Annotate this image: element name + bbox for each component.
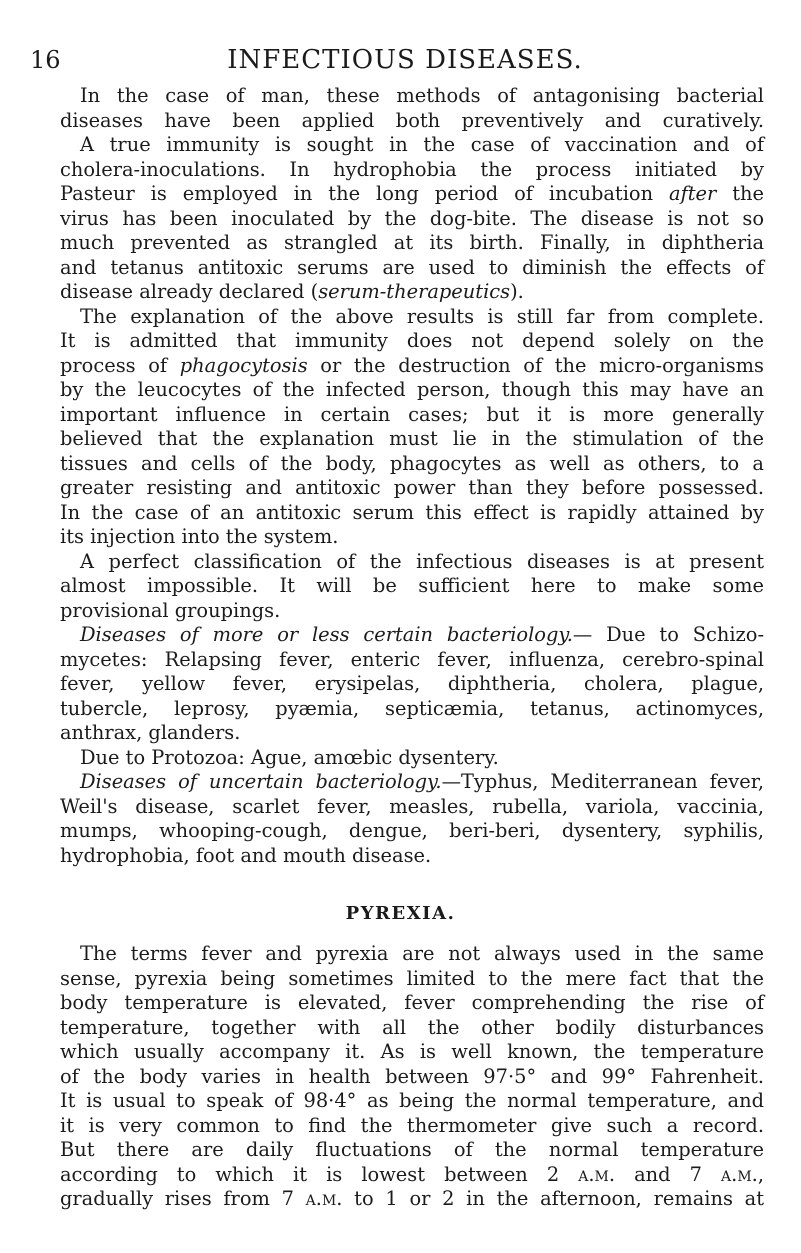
page-number: 16 bbox=[30, 46, 61, 74]
text-line: A perfect classification of the infectious diseases is at present bbox=[80, 549, 764, 573]
text-line: The explanation of the above results is still far from complete. bbox=[80, 304, 764, 328]
text-line: Pasteur is employed in the long period of incubation after the bbox=[60, 182, 764, 205]
text-line: In the case of man, these methods of antagonising bacterial bbox=[80, 84, 764, 107]
text-line: its injection into the system. bbox=[60, 525, 339, 548]
text-line: almost impossible. It will be sufficient here to make some bbox=[60, 574, 764, 597]
text-line: Diseases of uncertain bacteriology.—Typhus, Mediterranean fever, bbox=[80, 770, 765, 793]
text-line: It is admitted that immunity does not depend solely on the bbox=[60, 329, 764, 352]
body-text-part1 bbox=[60, 84, 764, 868]
text-line: which usually accompany it. As is well known, the temperature bbox=[60, 1040, 764, 1063]
text-line: mycetes: Relapsing fever, enteric fever, influenza, cerebro-spinal bbox=[60, 647, 764, 671]
body-text-part2 bbox=[60, 942, 764, 1212]
text-line: body temperature is elevated, fever comprehending the rise of bbox=[60, 991, 764, 1014]
text-line: fever, yellow fever, erysipelas, diphtheria, cholera, plague, bbox=[60, 672, 764, 695]
text-line: believed that the explanation must lie in the stimulation of the bbox=[60, 427, 764, 450]
text-line: tubercle, leprosy, pyæmia, septicæmia, tetanus, actinomyces, bbox=[60, 696, 764, 720]
text-line: and tetanus antitoxic serums are used to diminish the effects of bbox=[60, 255, 764, 279]
text-line: it is very common to find the thermometer give such a record. bbox=[60, 1113, 764, 1137]
text-line: process of phagocytosis or the destruction of the micro-organisms bbox=[60, 353, 764, 377]
text-line: temperature, together with all the other bodily disturbances bbox=[60, 1015, 764, 1039]
page-header bbox=[30, 44, 780, 76]
text-line: anthrax, glanders. bbox=[60, 721, 241, 744]
text-line: sense, pyrexia being sometimes limited to the mere fact that the bbox=[60, 966, 764, 990]
text-line: according to which it is lowest between 2 a.m. and 7 a.m., bbox=[60, 1162, 764, 1186]
text-line: tissues and cells of the body, phagocytes as well as others, to a bbox=[60, 451, 764, 475]
text-line: mumps, whooping-cough, dengue, beri-beri, dysentery, syphilis, bbox=[60, 819, 764, 842]
text-line: cholera-inoculations. In hydrophobia the process initiated by bbox=[60, 157, 764, 181]
text-line: gradually rises from 7 a.m. to 1 or 2 in the afternoon, remains at bbox=[60, 1187, 764, 1210]
text-line: The terms fever and pyrexia are not always used in the same bbox=[80, 942, 764, 965]
text-line: But there are daily fluctuations of the normal temperature bbox=[60, 1138, 764, 1161]
text-line: by the leucocytes of the infected person, though this may have an bbox=[60, 378, 764, 401]
text-line: In the case of an antitoxic serum this effect is rapidly attained by bbox=[60, 500, 764, 524]
text-line: Diseases of more or less certain bacteriology.— Due to Schizo- bbox=[80, 623, 764, 646]
section-heading: PYREXIA. bbox=[345, 903, 456, 924]
text-line: much prevented as strangled at its birth. Finally, in diphtheria bbox=[60, 231, 764, 254]
text-line: Weil's disease, scarlet fever, measles, rubella, variola, vaccinia, bbox=[60, 794, 764, 818]
text-line: Due to Protozoa: Ague, amœbic dysentery. bbox=[80, 745, 499, 769]
text-line: greater resisting and antitoxic power than they before possessed. bbox=[60, 476, 764, 499]
text-line: hydrophobia, foot and mouth disease. bbox=[60, 843, 432, 867]
text-line: diseases have been applied both preventively and curatively. bbox=[60, 108, 764, 132]
text-line: disease already declared (serum-therapeutics). bbox=[60, 280, 524, 303]
running-title: INFECTIOUS DISEASES. bbox=[227, 45, 583, 75]
text-line: virus has been inoculated by the dog-bite. The disease is not so bbox=[60, 206, 764, 230]
text-line: important influence in certain cases; but it is more generally bbox=[60, 402, 764, 426]
text-line: A true immunity is sought in the case of vaccination and of bbox=[80, 133, 764, 156]
text-line: provisional groupings. bbox=[60, 598, 281, 622]
text-line: It is usual to speak of 98·4° as being the normal temperature, and bbox=[60, 1089, 764, 1112]
text-line: of the body varies in health between 97·5° and 99° Fahrenheit. bbox=[60, 1064, 764, 1088]
